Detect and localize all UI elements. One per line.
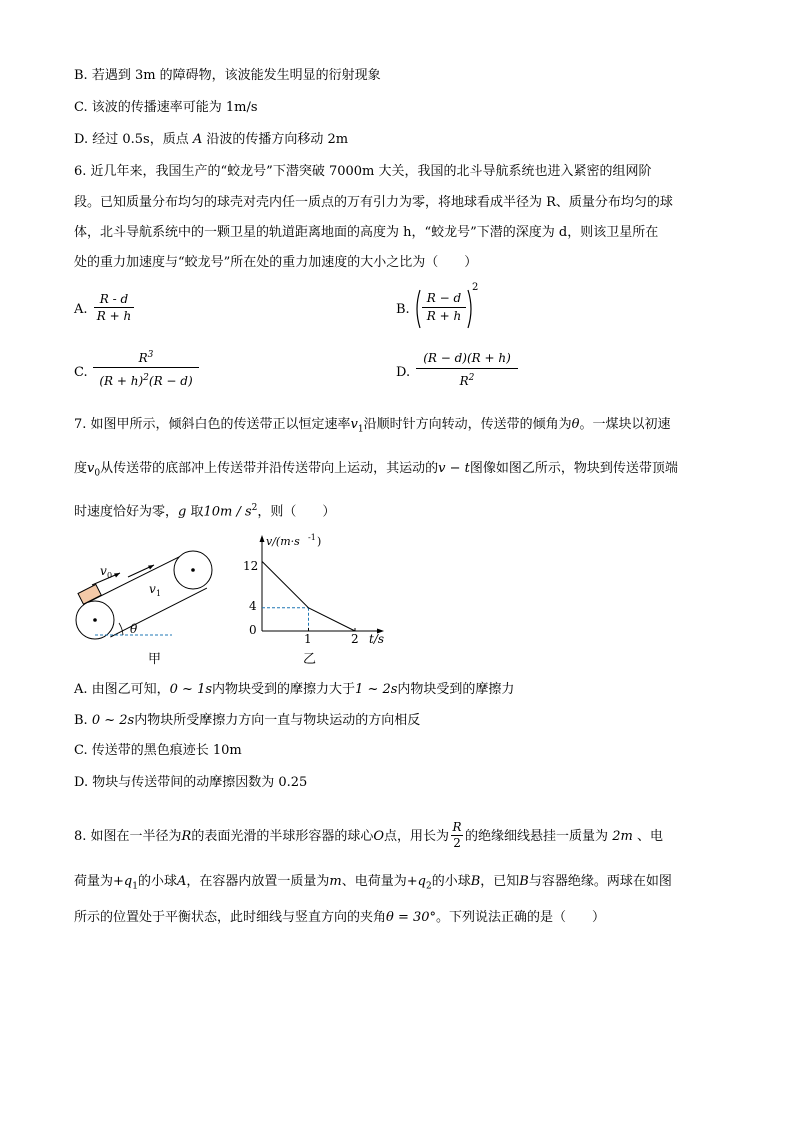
q6-option-a-label: A. <box>74 302 88 317</box>
q6-option-d-label: D. <box>396 365 411 380</box>
q6-option-b-expression: R − d R + h 2 <box>414 286 480 332</box>
q6-stem-line-3: 体，北斗导航系统中的一颗卫星的轨道距离地面的高度为 h，“蛟龙号”下潜的深度为 d，则该卫星所在 <box>74 225 659 240</box>
q6-option-a-fraction: R - d R + h <box>94 291 134 324</box>
q5-option-d: D. 经过 0.5s，质点 A 沿波的传播方向移动 2m <box>74 132 349 147</box>
q7-figure-yi-vt-graph <box>240 533 400 673</box>
q8-stem-line-3: 所示的位置处于平衡状态，此时细线与竖直方向的夹角θ = 30°。下列说法正确的是（ ） <box>74 910 606 925</box>
q7-option-c: C. 传送带的黑色痕迹长 10m <box>74 743 242 758</box>
figure-jia-caption: 甲 <box>148 652 162 667</box>
vt-tick-x2: 2 <box>351 632 359 646</box>
vt-tick-x1: 1 <box>304 632 312 646</box>
vt-y-axis-label-close: ) <box>317 535 322 548</box>
q7-option-a: A. 由图乙可知，0 ~ 1s内物块受到的摩擦力大于1 ~ 2s内物块受到的摩擦力 <box>74 682 515 697</box>
q6-option-d-fraction: (R − d)(R + h) $R^2$ <box>416 348 518 390</box>
q6-option-b-label: B. <box>396 302 410 317</box>
figure-yi-caption: 乙 <box>303 652 317 667</box>
v0-label: v <box>100 564 107 578</box>
q7-option-b: B. 0 ~ 2s内物块所受摩擦力方向一直与物块运动的方向相反 <box>74 713 421 728</box>
vt-tick-y12: 12 <box>243 559 259 573</box>
q8-length-fraction: $\frac{R}{2}$ <box>452 820 462 850</box>
theta-label: θ <box>130 622 138 636</box>
vt-tick-origin: 0 <box>249 623 257 637</box>
v1-label: v <box>149 582 156 596</box>
q8-stem-line-1: 8. 如图在一半径为R的表面光滑的半球形容器的球心O点，用长为 $\frac{R}{2}$ 的绝缘细线悬挂一质量为 2m 、电 <box>74 820 663 850</box>
q7-figure-jia-conveyor <box>70 535 230 675</box>
q5-option-b: B. 若遇到 3m 的障碍物，该波能发生明显的衍射现象 <box>74 68 381 83</box>
vt-x-axis-label: t/s <box>369 632 385 646</box>
q6-option-c-fraction: $R^3$ $(R + h)^2(R - d)$ <box>93 346 199 391</box>
q6-stem-line-2: 段。已知质量分布均匀的球壳对壳内任一质点的万有引力为零，将地球看成半径为 R、质量分布均匀的球 <box>74 195 673 210</box>
q5-option-c: C. 该波的传播速率可能为 1m/s <box>74 100 258 115</box>
q6-stem-line-1: 6. 近几年来，我国生产的“蛟龙号”下潜突破 7000m 大关，我国的北斗导航系统也进入紧密的组网阶 <box>74 164 652 179</box>
q8-stem-line-2: 荷量为$+q_1$的小球A，在容器内放置一质量为m、电荷量为$+q_2$的小球B，已知B与容器绝缘。两球在如图 <box>74 874 672 892</box>
q7-stem-line-1: 7. 如图甲所示，倾斜白色的传送带正以恒定速率$v_1$沿顺时针方向转动，传送带的倾角为θ。一煤块以初速 <box>74 417 671 435</box>
v1-label-sub: 1 <box>156 589 162 598</box>
vt-y-axis-label-exp: -1 <box>308 533 316 542</box>
v0-label-sub: 0 <box>107 571 113 580</box>
q7-stem-line-3: 时速度恰好为零，g 取$10m / s^2$，则（ ） <box>74 503 336 520</box>
q6-stem-line-4: 处的重力加速度与“蛟龙号”所在处的重力加速度的大小之比为（ ） <box>74 255 478 270</box>
vt-tick-y4: 4 <box>249 599 257 613</box>
vt-y-axis-label: v/(m·s <box>266 535 300 548</box>
q7-option-d: D. 物块与传送带间的动摩擦因数为 0.25 <box>74 775 308 790</box>
q6-option-c-label: C. <box>74 365 88 380</box>
q7-stem-line-2: 度$v_0$从传送带的底部冲上传送带并沿传送带向上运动，其运动的v − t图像如图乙所示，物块到传送带顶端 <box>74 461 678 479</box>
